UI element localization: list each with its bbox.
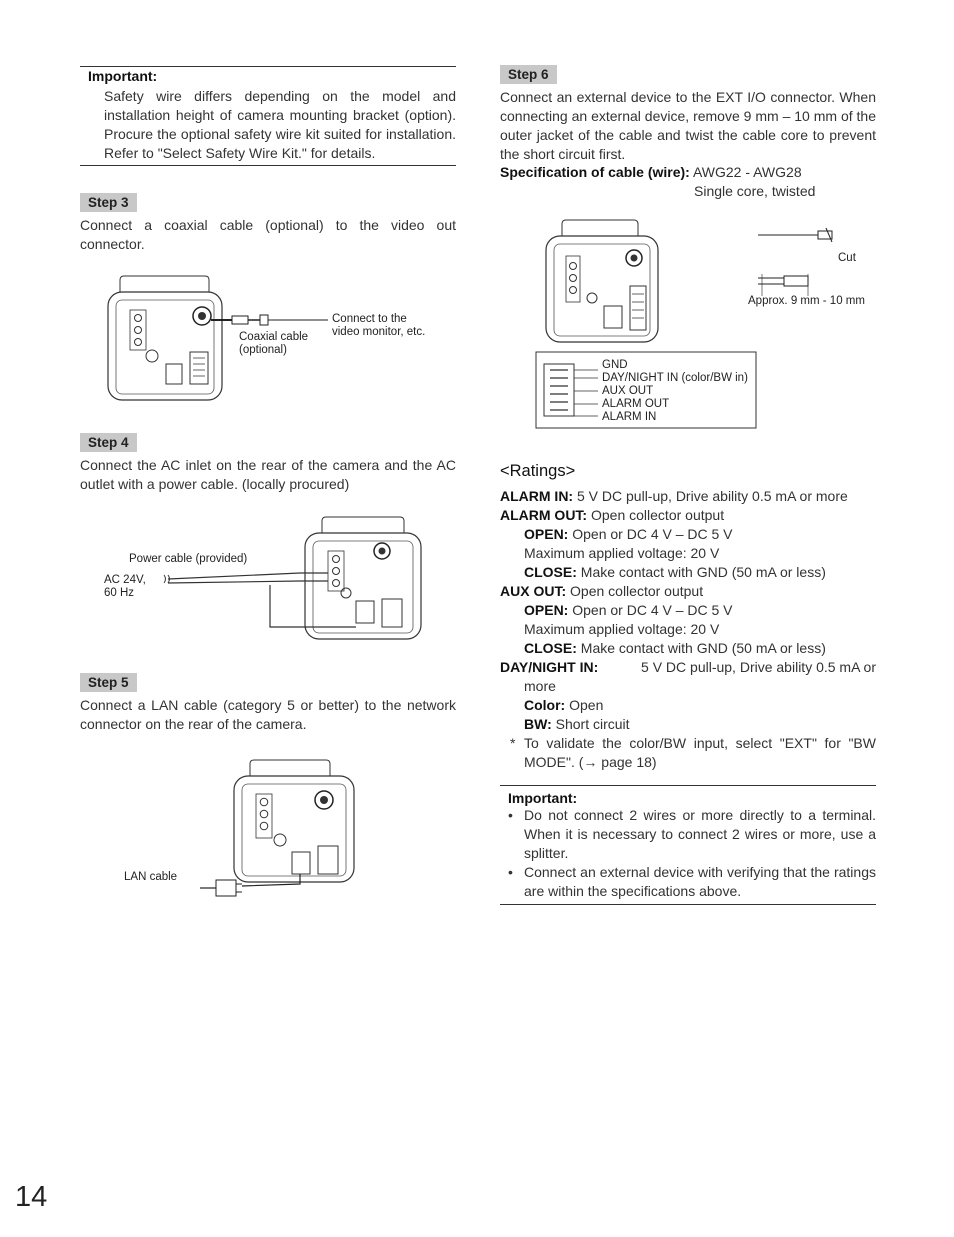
important2-bottom-rule xyxy=(500,904,876,905)
important2-top-rule xyxy=(500,785,876,786)
bw-note xyxy=(500,734,876,772)
step4-text: Connect the AC inlet on the rear of the camera and the AC outlet with a power cable. (locally procured) xyxy=(80,457,456,492)
bw-row xyxy=(500,715,876,734)
important-bottom-rule xyxy=(80,165,456,166)
important-title: Important: xyxy=(88,68,158,84)
alarm-in-text: 5 V DC pull-up, Drive ability 0.5 mA or more xyxy=(577,488,848,504)
alarm-out-open-label: OPEN: xyxy=(524,526,569,542)
color-row xyxy=(500,696,876,715)
important-text: Safety wire differs depending on the model and installation height of camera mounting bracket (option). Procure the optional safety wire kit suited for installation. Refer to "Select Safety Wire Kit." for details. xyxy=(104,88,456,161)
callout-coax xyxy=(239,331,308,357)
callout-cut: Cut xyxy=(838,252,856,264)
aux-out-row xyxy=(500,582,876,601)
bw-text: Short circuit xyxy=(555,716,630,732)
alarm-out-open-row xyxy=(500,525,876,544)
daynight-row xyxy=(500,658,876,677)
callout-ac-line1: AC 24V, xyxy=(104,574,146,586)
terminal-labels xyxy=(602,359,748,424)
alarm-out-row xyxy=(500,506,876,525)
cable-spec-line1 xyxy=(500,163,802,182)
callout-monitor xyxy=(332,313,425,339)
alarm-out-label: ALARM OUT: xyxy=(500,507,588,523)
aux-out-text: Open collector output xyxy=(570,583,704,599)
alarm-in-row xyxy=(500,487,876,506)
important2-body xyxy=(500,806,876,901)
aux-out-close-label: CLOSE: xyxy=(524,640,577,656)
cable-spec-value1: AWG22 - AWG28 xyxy=(692,164,802,180)
color-text: Open xyxy=(569,697,604,713)
callout-approx: Approx. 9 mm - 10 mm xyxy=(748,295,865,307)
alarm-out-close-label: CLOSE: xyxy=(524,564,577,580)
alarm-out-close-row xyxy=(500,563,876,582)
aux-out-open-label: OPEN: xyxy=(524,602,569,618)
callout-coax-line2: (optional) xyxy=(239,344,287,356)
step4-label: Step 4 xyxy=(80,433,137,452)
important2-bullet-2: • Connect an external device with verifying that the ratings are within the specifications above. xyxy=(500,863,876,901)
cable-spec-label: Specification of cable (wire): xyxy=(500,164,690,180)
callout-power: Power cable (provided) xyxy=(129,553,248,565)
callout-monitor-line2: video monitor, etc. xyxy=(332,326,426,338)
daynight-text-1: 5 V DC pull-up, Drive ability 0.5 mA or xyxy=(641,659,876,675)
important2-bullet-1: • Do not connect 2 wires or more directly to a terminal. When it is necessary to connect 2 wires or more, use a splitter. xyxy=(500,806,876,863)
step3-label: Step 3 xyxy=(80,193,137,212)
ratings-block xyxy=(500,487,876,772)
terminal-alarm-in: ALARM IN xyxy=(602,411,657,423)
callout-lan: LAN cable xyxy=(124,871,178,883)
page-number: 14 xyxy=(15,1181,48,1213)
callout-ac xyxy=(104,574,146,600)
callout-monitor-line1: Connect to the xyxy=(332,313,407,325)
important-top-rule xyxy=(80,66,456,67)
bw-label: BW: xyxy=(524,716,552,732)
step6-text: Connect an external device to the EXT I/O connector. When connecting an external device, remove 9 mm – 10 mm of the outer jacket of the cable and twist the cable core to prevent the short circuit first. xyxy=(500,89,876,162)
aux-out-close-row xyxy=(500,639,876,658)
step3-text: Connect a coaxial cable (optional) to the video out connector. xyxy=(80,217,456,252)
step6-label: Step 6 xyxy=(500,65,557,84)
callout-ac-line2: 60 Hz xyxy=(104,587,135,599)
aux-out-label: AUX OUT: xyxy=(500,583,567,599)
note-text: To validate the color/BW input, select "EXT" for "BW MODE". (→ page 18) xyxy=(524,735,876,770)
terminal-daynight: DAY/NIGHT IN (color/BW in) xyxy=(602,372,748,384)
aux-out-open-row xyxy=(500,601,876,620)
terminal-aux-out: AUX OUT xyxy=(602,385,654,397)
note-mark: * xyxy=(510,735,516,751)
terminal-alarm-out: ALARM OUT xyxy=(602,398,670,410)
color-label: Color: xyxy=(524,697,566,713)
daynight-label: DAY/NIGHT IN: xyxy=(500,659,599,675)
alarm-out-open-text: Open or DC 4 V – DC 5 V xyxy=(572,526,733,542)
aux-out-close-text: Make contact with GND (50 mA or less) xyxy=(580,640,826,656)
alarm-out-close-text: Make contact with GND (50 mA or less) xyxy=(580,564,826,580)
daynight-text-2: more xyxy=(524,678,556,694)
important2-title: Important: xyxy=(508,790,578,806)
alarm-out-max: Maximum applied voltage: 20 V xyxy=(524,545,720,561)
alarm-in-label: ALARM IN: xyxy=(500,488,574,504)
ratings-heading: <Ratings> xyxy=(500,462,576,480)
alarm-out-text: Open collector output xyxy=(591,507,725,523)
callout-coax-line1: Coaxial cable xyxy=(239,331,309,343)
step5-camera-diagram xyxy=(200,758,360,900)
step4-camera-diagram xyxy=(160,515,440,645)
step5-label: Step 5 xyxy=(80,673,137,692)
aux-out-max: Maximum applied voltage: 20 V xyxy=(524,621,720,637)
terminal-gnd: GND xyxy=(602,359,628,371)
step5-text: Connect a LAN cable (category 5 or better) to the network connector on the rear of the camera. xyxy=(80,697,456,732)
cable-spec-value2: Single core, twisted xyxy=(694,183,816,199)
aux-out-open-text: Open or DC 4 V – DC 5 V xyxy=(572,602,733,618)
